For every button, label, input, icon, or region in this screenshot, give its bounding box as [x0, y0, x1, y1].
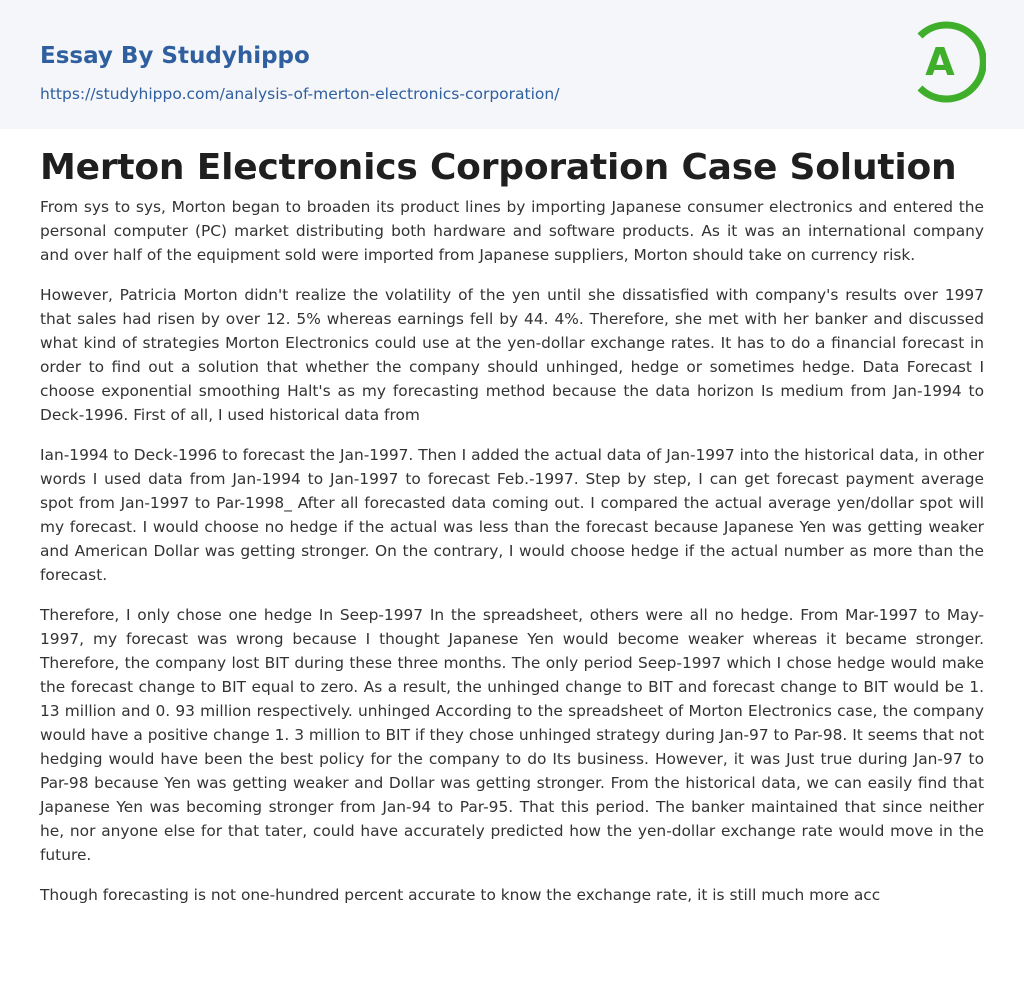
article-title: Merton Electronics Corporation Case Solution: [40, 147, 957, 188]
article-paragraph: Therefore, I only chose one hedge In Seep-1997 In the spreadsheet, others were all no hedge. From Mar-1997 to May-1997, my forecast was wrong because I thought Japanese Yen would become weaker whereas it became stronger. Therefore, the company lost BIT during these three months. The only period Seep-1997 which I chose hedge would make the forecast change to BIT equal to zero. As a result, the unhinged change to BIT and forecast change to BIT would be 1. 13 million and 0. 93 million respectively. unhinged According to the spreadsheet of Morton Electronics case, the company would have a positive change 1. 3 million to BIT if they chose unhinged strategy during Jan-97 to Par-98. It seems that not hedging would have been the best policy for the company to do Its business. However, it was Just true during Jan-97 to Par-98 because Yen was getting weaker and Dollar was getting stronger. From the historical data, we can easily find that Japanese Yen was becoming stronger from Jan-94 to Par-95. That this period. The banker maintained that since neither he, nor anyone else for that tater, could have accurately predicted how the yen-dollar exchange rate would move in the future.: [40, 606, 984, 864]
studyhippo-logo-icon[interactable]: [912, 19, 986, 105]
article: [0, 129, 1024, 907]
article-paragraph: Though forecasting is not one-hundred percent accurate to know the exchange rate, it is still much more acc: [40, 886, 881, 904]
article-paragraph: However, Patricia Morton didn't realize the volatility of the yen until she dissatisfied with company's results over 1997 that sales had risen by over 12. 5% whereas earnings fell by 44. 4%. Therefore, she met with her banker and discussed what kind of strategies Morton Electronics could use at the yen-dollar exchange rates. It has to do a financial forecast in order to find out a solution that whether the company should unhinged, hedge or sometimes hedge. Data Forecast I choose exponential smoothing Halt's as my forecasting method because the data horizon Is medium from Jan-1994 to Deck-1996. First of all, I used historical data from: [40, 286, 984, 424]
article-url-link[interactable]: https://studyhippo.com/analysis-of-merton-electronics-corporation/: [40, 85, 560, 103]
site-header: [0, 0, 1024, 129]
logo-letter: A: [925, 40, 955, 84]
article-paragraph: From sys to sys, Morton began to broaden its product lines by importing Japanese consumer electronics and entered the personal computer (PC) market distributing both hardware and software products. As it was an international company and over half of the equipment sold were imported from Japanese suppliers, Morton should take on currency risk.: [40, 198, 984, 264]
article-paragraph: Ian-1994 to Deck-1996 to forecast the Jan-1997. Then I added the actual data of Jan-1997 into the historical data, in other words I used data from Jan-1994 to Jan-1997 to forecast Feb.-1997. Step by step, I can get forecast payment average spot from Jan-1997 to Par-1998_ After all forecasted data coming out. I compared the actual average yen/dollar spot will my forecast. I would choose no hedge if the actual was less than the forecast because Japanese Yen was getting weaker and American Dollar was getting stronger. On the contrary, I would choose hedge if the actual number as more than the forecast.: [40, 446, 984, 584]
site-title[interactable]: Essay By Studyhippo: [40, 43, 310, 69]
